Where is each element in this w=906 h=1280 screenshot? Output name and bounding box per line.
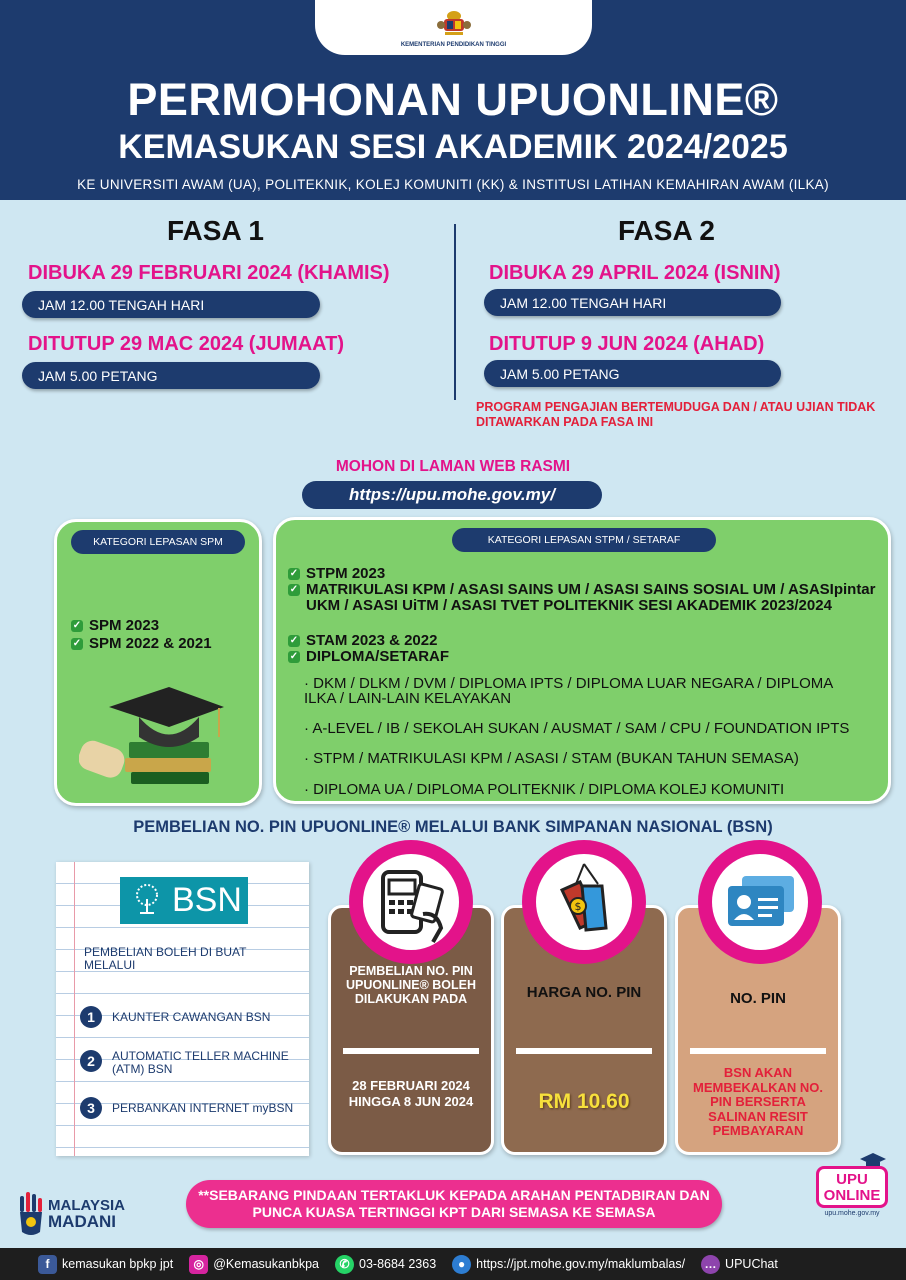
phase-2-close-time: JAM 5.00 PETANG: [484, 360, 781, 387]
check-icon: ✓: [289, 651, 299, 662]
card-terminal-icon: [363, 854, 459, 950]
price-tag-circle: [522, 840, 646, 964]
stpm-item: ✓ STAM 2023 & 2022: [289, 632, 438, 649]
method-text: KAUNTER CAWANGAN BSN: [112, 1010, 271, 1024]
card-divider: [343, 1048, 479, 1054]
disclaimer-banner: **SEBARANG PINDAAN TERTAKLUK KEPADA ARAHAN PENTADBIRAN DAN PUNCA KUASA TERTINGGI KPT DARI SEMASA KE SEMASA: [186, 1180, 722, 1228]
footer-chat-link[interactable]: … UPUChat: [701, 1255, 778, 1274]
bsn-notebook-panel: [56, 862, 309, 1156]
phase-2-open-date: DIBUKA 29 APRIL 2024 (ISNIN): [489, 262, 781, 284]
phase-2-title: FASA 2: [618, 215, 715, 246]
ministry-name: KEMENTERIAN PENDIDIKAN TINGGI: [400, 42, 507, 48]
instagram-icon: ◎: [189, 1255, 208, 1274]
apply-label: MOHON DI LAMAN WEB RASMI: [335, 458, 571, 475]
pin-price-title: HARGA NO. PIN: [526, 984, 642, 1001]
purchase-heading: PEMBELIAN NO. PIN UPUONLINE® MELALUI BANK SIMPANAN NASIONAL (BSN): [133, 818, 773, 836]
card-divider: [690, 1048, 826, 1054]
bsn-logo: BSN: [120, 877, 248, 924]
check-icon: ✓: [289, 635, 299, 646]
spm-category-box: [54, 519, 262, 806]
price-tag-icon: [536, 854, 632, 950]
upu-online-logo: UPU ONLINE upu.mohe.gov.my: [812, 1152, 892, 1222]
footer-bar: [0, 1248, 906, 1280]
pin-info-value: BSN AKAN MEMBEKALKAN NO. PIN BERSERTA SALINAN RESIT PEMBAYARAN: [693, 1065, 823, 1138]
method-number: 3: [80, 1097, 102, 1119]
pin-price-value: RM 10.60: [538, 1090, 630, 1113]
check-icon: ✓: [289, 568, 299, 579]
purchase-date-title: PEMBELIAN NO. PIN UPUONLINE® BOLEH DILAKUKAN PADA: [345, 964, 477, 1006]
chat-icon: …: [701, 1255, 720, 1274]
phase-2-open-time: JAM 12.00 TENGAH HARI: [484, 289, 781, 316]
card-divider: [516, 1048, 652, 1054]
stpm-category-label: KATEGORI LEPASAN STPM / SETARAF: [452, 528, 716, 552]
stpm-item: ✓ MATRIKULASI KPM / ASASI SAINS UM / ASASI SAINS SOSIAL UM / ASASIpintar UKM / ASASI UiTM / ASASI TVET POLITEKNIK SESI AKADEMIK 2023/2024: [289, 581, 876, 614]
check-icon: ✓: [72, 620, 82, 631]
method-text: AUTOMATIC TELLER MACHINE (ATM) BSN: [112, 1049, 289, 1076]
malaysia-madani-logo: MALAYSIA MADANI: [18, 1192, 138, 1236]
phase-1-title: FASA 1: [167, 215, 264, 246]
check-icon: ✓: [72, 638, 82, 649]
pos-terminal-circle: [349, 840, 473, 964]
crest-icon: [437, 8, 471, 36]
phase-1-close-time: JAM 5.00 PETANG: [22, 362, 320, 389]
spm-item: ✓ SPM 2022 & 2021: [72, 635, 212, 652]
phase-2-note: PROGRAM PENGAJIAN BERTEMUDUGA DAN / ATAU UJIAN TIDAK DITAWARKAN PADA FASA INI: [476, 400, 876, 429]
id-card-circle: [698, 840, 822, 964]
method-text: PERBANKAN INTERNET myBSN: [112, 1101, 294, 1115]
phone-icon: ✆: [335, 1255, 354, 1274]
stpm-sub-item: · A-LEVEL / IB / SEKOLAH SUKAN / AUSMAT / SAM / CPU / FOUNDATION IPTS: [304, 720, 850, 737]
check-icon: ✓: [289, 584, 299, 595]
spm-category-label: KATEGORI LEPASAN SPM: [71, 530, 245, 554]
apply-url-link[interactable]: https://upu.mohe.gov.my/: [302, 481, 602, 509]
stpm-item: ✓ DIPLOMA/SETARAF: [289, 648, 450, 665]
phase-2-close-date: DITUTUP 9 JUN 2024 (AHAD): [489, 333, 765, 355]
spm-item: ✓ SPM 2023: [72, 617, 160, 634]
stpm-sub-item: · DIPLOMA UA / DIPLOMA POLITEKNIK / DIPLOMA KOLEJ KOMUNITI: [304, 781, 785, 798]
institution-description: KE UNIVERSITI AWAM (UA), POLITEKNIK, KOLEJ KOMUNITI (KK) & INSTITUSI LATIHAN KEMAHIRAN AWAM (ILKA): [77, 177, 829, 192]
ministry-logo-tab: [315, 0, 592, 55]
stpm-category-box: [273, 517, 891, 804]
phase-1-open-date: DIBUKA 29 FEBRUARI 2024 (KHAMIS): [28, 262, 390, 284]
notebook-margin: [74, 862, 75, 1156]
footer-instagram-link[interactable]: ◎ @Kemasukanbkpa: [189, 1255, 319, 1274]
purchase-intro: PEMBELIAN BOLEH DI BUAT MELALUI: [84, 945, 247, 972]
footer-phone-link[interactable]: ✆ 03-8684 2363: [335, 1255, 436, 1274]
graduation-cap-books-icon: [79, 682, 229, 792]
method-number: 2: [80, 1050, 102, 1072]
user-icon: ●: [452, 1255, 471, 1274]
method-number: 1: [80, 1006, 102, 1028]
hand-icon: [18, 1192, 44, 1236]
id-card-icon: [712, 854, 808, 950]
purchase-date-value: 28 FEBRUARI 2024 HINGGA 8 JUN 2024: [348, 1078, 474, 1109]
tree-icon: [130, 883, 164, 917]
footer-feedback-link[interactable]: ● https://jpt.mohe.gov.my/maklumbalas/: [452, 1255, 685, 1274]
footer-facebook-link[interactable]: f kemasukan bpkp jpt: [38, 1255, 173, 1274]
svg-text:$: $: [574, 900, 582, 913]
stpm-sub-item: · STPM / MATRIKULASI KPM / ASASI / STAM (BUKAN TAHUN SEMASA): [304, 750, 799, 767]
phase-1-close-date: DITUTUP 29 MAC 2024 (JUMAAT): [28, 333, 344, 355]
phase-divider: [454, 224, 456, 400]
main-title: PERMOHONAN UPUONLINE®: [127, 74, 779, 125]
main-subtitle: KEMASUKAN SESI AKADEMIK 2024/2025: [118, 128, 788, 166]
phase-1-open-time: JAM 12.00 TENGAH HARI: [22, 291, 320, 318]
header-banner: [0, 0, 906, 200]
facebook-icon: f: [38, 1255, 57, 1274]
stpm-item: ✓ STPM 2023: [289, 565, 386, 582]
pin-info-title: NO. PIN: [730, 990, 786, 1007]
stpm-sub-item: · DKM / DLKM / DVM / DIPLOMA IPTS / DIPLOMA LUAR NEGARA / DIPLOMA ILKA / LAIN-LAIN KELAYAKAN: [304, 675, 833, 707]
